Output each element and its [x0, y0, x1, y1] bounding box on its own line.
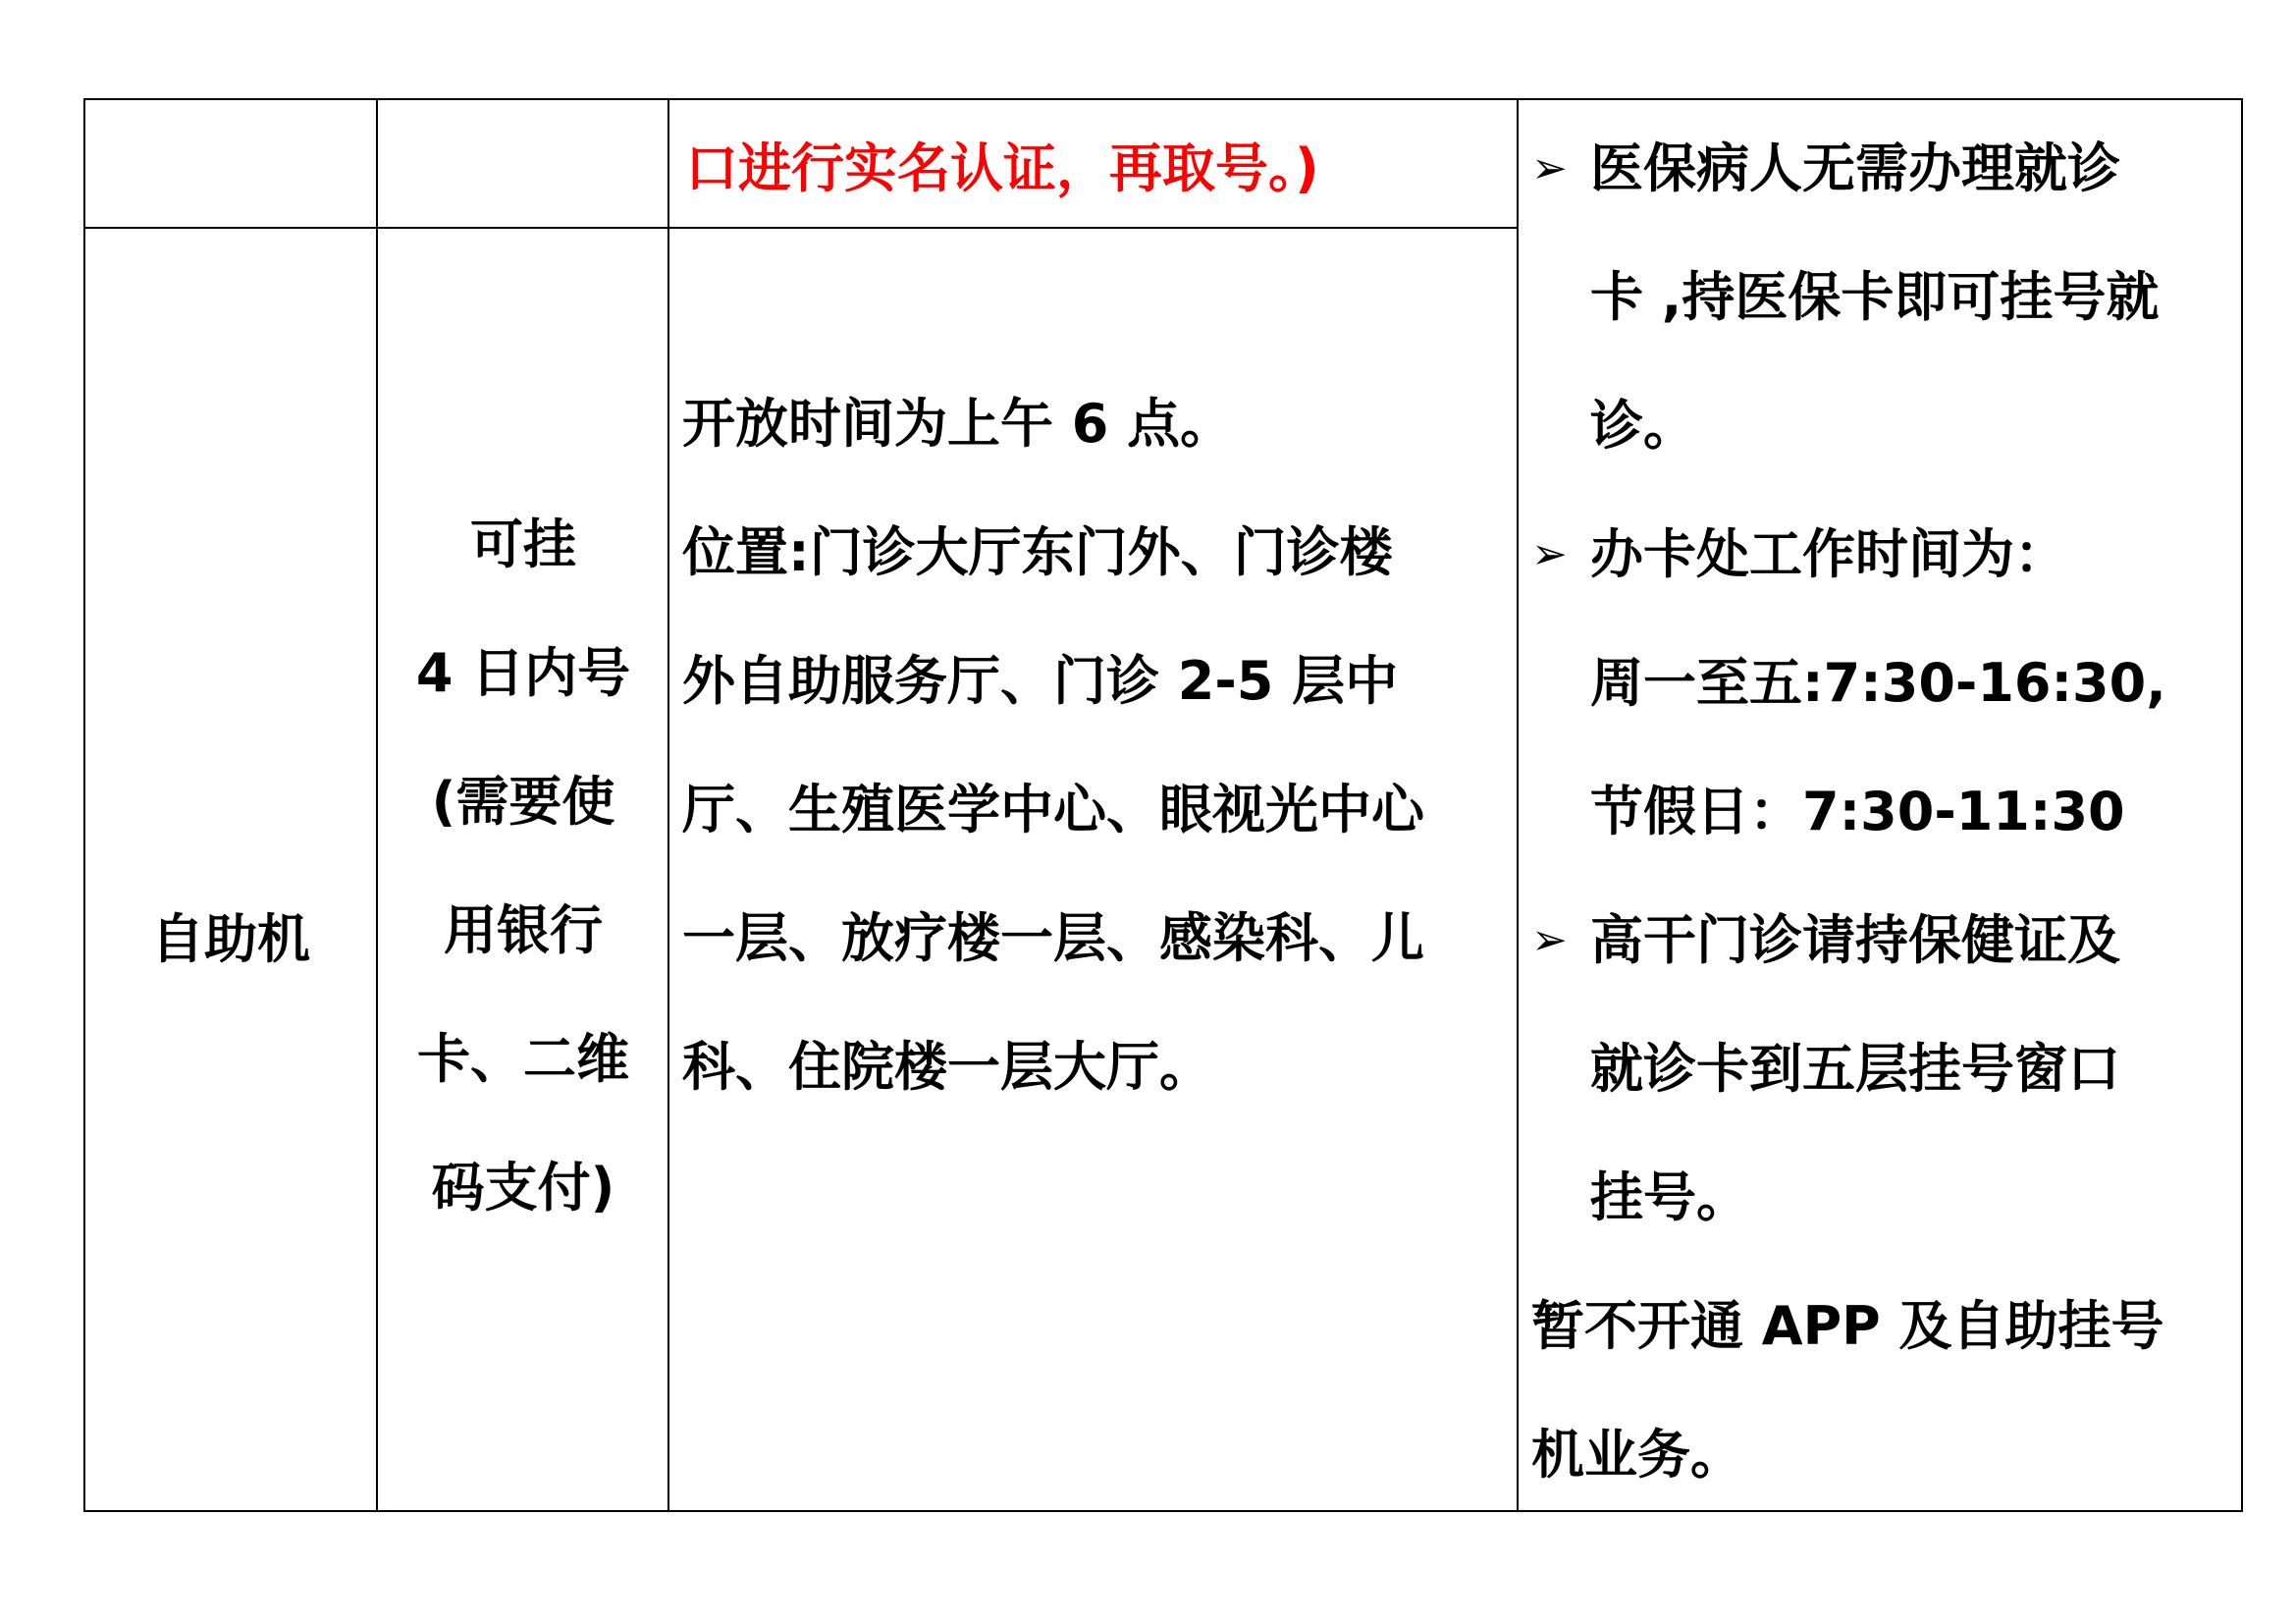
arrowhead-bullet-icon: ➢ [1531, 143, 1568, 193]
hours-location-line: 外自助服务厅、门诊 2-5 层中 [682, 650, 1399, 712]
table-border-left [83, 98, 85, 1512]
note-text: 就诊卡到五层挂号窗口 [1590, 1038, 2120, 1100]
note-line [1531, 1038, 2166, 1171]
hours-location-cell [682, 393, 1424, 1169]
note-line [1531, 1166, 2166, 1300]
note-line [1531, 909, 2166, 1043]
footer-text: 机业务。 [1531, 1424, 1743, 1486]
note-text: 诊。 [1590, 395, 1696, 457]
footer-line [1531, 1295, 2166, 1429]
booking-scope-line: 码支付) [431, 1157, 615, 1218]
note-text: 周一至五:7:30-16:30, [1590, 652, 2166, 714]
booking-scope-line: 用银行 [444, 899, 603, 961]
hours-location-line: 科、住院楼一层大厅。 [682, 1036, 1212, 1098]
hours-location-line: 厅、生殖医学中心、眼视光中心 [682, 779, 1424, 840]
hours-location-line: 开放时间为上午 6 点。 [682, 393, 1234, 455]
table-border-right [2241, 98, 2243, 1512]
arrowhead-bullet-icon: ➢ [1531, 915, 1568, 965]
note-line [1531, 395, 2166, 528]
note-text: 节假日：7:30-11:30 [1590, 781, 2125, 842]
hours-location-line: 位置:门诊大厅东门外、门诊楼 [682, 521, 1393, 583]
booking-scope-line: 可挂 [470, 514, 576, 575]
table-border-top [83, 98, 2243, 100]
booking-scope-line: 卡、二维 [417, 1028, 629, 1090]
note-text: 医保病人无需办理就诊 [1590, 137, 2120, 199]
column-divider-3 [1517, 98, 1519, 1512]
note-line [1531, 781, 2166, 914]
footer-line [1531, 1424, 2166, 1557]
note-text: 卡 ,持医保卡即可挂号就 [1590, 266, 2160, 328]
booking-scope-line: 4 日内号 [415, 642, 631, 704]
note-line [1531, 652, 2166, 785]
note-text: 办卡处工作时间为： [1590, 523, 2067, 585]
hours-location-line: 一层、放疗楼一层、感染科、儿 [682, 907, 1424, 969]
note-text: 挂号。 [1590, 1166, 1749, 1228]
note-text: 高干门诊请持保健证及 [1590, 909, 2120, 971]
footer-text: 暂不开通 APP 及自助挂号 [1531, 1295, 2164, 1357]
row-divider [83, 227, 1519, 229]
realname-auth-note: 口进行实名认证，再取号。) [685, 137, 1319, 199]
note-line [1531, 266, 2166, 400]
booking-scope-line: (需要使 [431, 771, 615, 833]
notes-cell [1531, 137, 2166, 1557]
arrowhead-bullet-icon: ➢ [1531, 529, 1568, 579]
booking-scope-cell [378, 514, 668, 1290]
self-service-machine-label: 自助机 [151, 908, 310, 970]
note-line [1531, 523, 2166, 657]
note-line [1531, 137, 2166, 271]
